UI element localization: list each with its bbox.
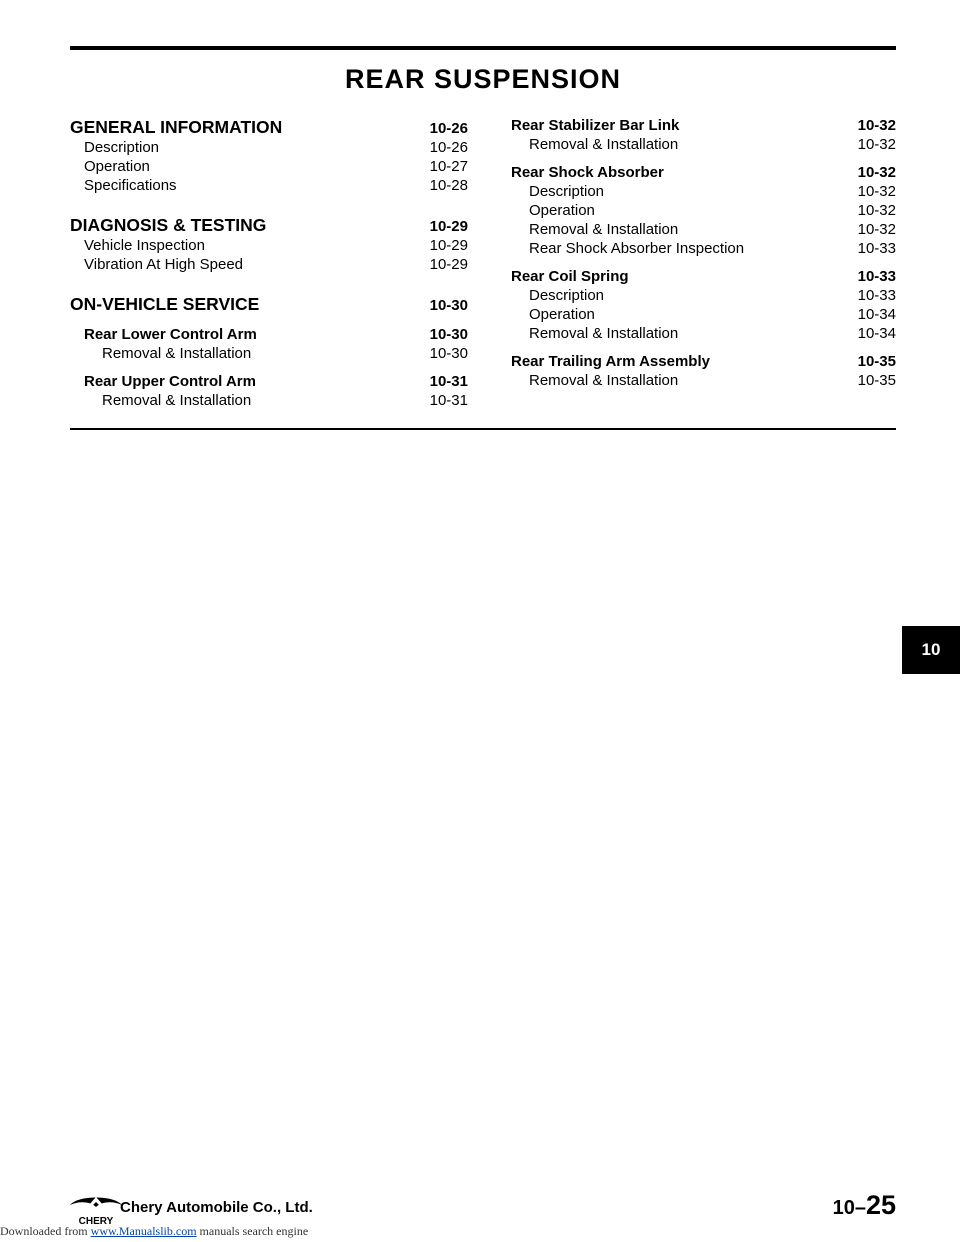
toc-entry-label: Removal & Installation	[102, 345, 252, 362]
toc-entry-page: 10-27	[429, 158, 468, 175]
bottom-rule	[70, 428, 896, 430]
toc-entry-page: 10-26	[429, 120, 468, 137]
toc-entry-label: Rear Coil Spring	[511, 268, 629, 285]
toc-entry[interactable]	[70, 372, 468, 391]
top-rule	[70, 46, 896, 50]
toc-entry-label: DIAGNOSIS & TESTING	[70, 215, 267, 235]
toc-entry-page: 10-33	[857, 240, 896, 257]
toc-entry-label: Removal & Installation	[529, 136, 679, 153]
toc-entry[interactable]	[70, 157, 468, 176]
toc-entry[interactable]	[511, 371, 896, 390]
page-dash: –	[854, 1197, 866, 1219]
toc-entry-label: Description	[529, 183, 605, 200]
page-title: REAR SUSPENSION	[344, 64, 622, 94]
toc-entry[interactable]	[511, 135, 896, 154]
toc-entry-page: 10-33	[857, 268, 896, 285]
toc-entry-page: 10-30	[429, 326, 468, 343]
download-suffix: manuals search engine	[196, 1224, 309, 1238]
toc-entry-label: Removal & Installation	[529, 372, 679, 389]
toc-entry[interactable]	[511, 116, 896, 135]
toc-entry-label: Rear Upper Control Arm	[84, 373, 256, 390]
download-prefix: Downloaded from	[0, 1224, 91, 1238]
toc-entry-label: Removal & Installation	[102, 392, 252, 409]
toc-entry-page: 10-35	[857, 353, 896, 370]
toc-entry-page: 10-34	[857, 306, 896, 323]
toc-entry-label: Vibration At High Speed	[84, 256, 244, 273]
toc-entry-label: Rear Shock Absorber	[511, 164, 664, 181]
page-number-value: 25	[865, 1190, 896, 1220]
toc-entry-page: 10-30	[429, 345, 468, 362]
toc-entry-page: 10-32	[857, 164, 896, 181]
toc-entry[interactable]	[511, 324, 896, 343]
toc-entry-label: Removal & Installation	[529, 221, 679, 238]
toc-entry-page: 10-31	[429, 392, 468, 409]
toc-entry-page: 10-29	[429, 218, 468, 235]
toc-entry-label: Description	[529, 287, 605, 304]
toc-entry[interactable]	[70, 344, 468, 363]
toc-entry-label: Operation	[84, 158, 150, 175]
toc-entry-label: Operation	[529, 306, 595, 323]
toc-entry-label: Vehicle Inspection	[84, 237, 205, 254]
toc-entry-page: 10-29	[429, 256, 468, 273]
toc-entry-page: 10-32	[857, 202, 896, 219]
toc-entry-page: 10-32	[857, 136, 896, 153]
chapter-tab[interactable]: 10	[902, 626, 960, 674]
toc-left-column	[70, 116, 468, 410]
manualslib-link[interactable]: www.Manualslib.com	[90, 1224, 197, 1238]
toc-entry-label: Removal & Installation	[529, 325, 679, 342]
toc-entry-page: 10-35	[857, 372, 896, 389]
toc-entry-label: Specifications	[84, 177, 177, 194]
toc-entry-page: 10-32	[857, 117, 896, 134]
toc-entry[interactable]	[70, 391, 468, 410]
toc-entry[interactable]	[70, 214, 468, 236]
toc-entry-label: Rear Lower Control Arm	[84, 326, 257, 343]
toc-entry[interactable]	[70, 138, 468, 157]
toc-entry[interactable]	[511, 201, 896, 220]
toc-entry[interactable]	[511, 182, 896, 201]
toc-entry-label: GENERAL INFORMATION	[70, 117, 283, 137]
toc-entry-label: Rear Shock Absorber Inspection	[529, 240, 745, 257]
toc-entry[interactable]	[70, 325, 468, 344]
logo-text: CHERY	[78, 1216, 114, 1227]
toc-entry[interactable]	[70, 176, 468, 195]
toc-entry[interactable]	[511, 286, 896, 305]
toc-entry-page: 10-30	[429, 297, 468, 314]
toc-entry[interactable]	[511, 305, 896, 324]
toc-entry[interactable]	[511, 267, 896, 286]
toc-entry[interactable]	[511, 352, 896, 371]
toc-entry[interactable]	[70, 293, 468, 315]
toc-entry-page: 10-26	[429, 139, 468, 156]
toc-entry-label: Rear Trailing Arm Assembly	[511, 353, 710, 370]
toc-entry-label: Rear Stabilizer Bar Link	[511, 117, 680, 134]
toc-entry-page: 10-31	[429, 373, 468, 390]
toc-entry[interactable]	[511, 239, 896, 258]
toc-entry-page: 10-33	[857, 287, 896, 304]
toc-entry-page: 10-29	[429, 237, 468, 254]
toc-entry-page: 10-28	[429, 177, 468, 194]
toc-entry[interactable]	[70, 255, 468, 274]
toc-entry-label: ON-VEHICLE SERVICE	[70, 294, 260, 314]
footer-brand: Chery Automobile Co., Ltd.	[120, 1199, 313, 1216]
toc-entry[interactable]	[70, 236, 468, 255]
toc-entry-label: Description	[84, 139, 160, 156]
toc-entry[interactable]	[511, 163, 896, 182]
page-chapter: 10	[832, 1197, 855, 1219]
toc-entry[interactable]	[511, 220, 896, 239]
chery-logo-icon	[66, 1193, 126, 1227]
toc-entry-page: 10-34	[857, 325, 896, 342]
page-number	[833, 1190, 896, 1221]
toc-entry[interactable]	[70, 116, 468, 138]
download-note	[0, 1224, 308, 1239]
toc-entry-page: 10-32	[857, 183, 896, 200]
toc-right-column	[511, 116, 896, 390]
toc-entry-page: 10-32	[857, 221, 896, 238]
toc-entry-label: Operation	[529, 202, 595, 219]
